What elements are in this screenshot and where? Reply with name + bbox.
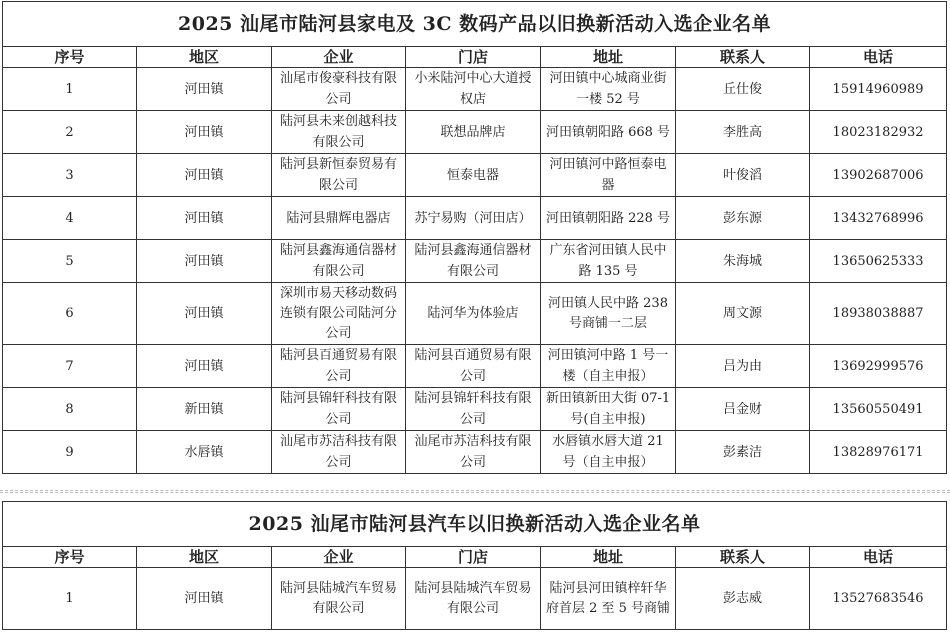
row-store: 陆河华为体验店 xyxy=(406,283,541,345)
row-company: 陆河县陆城汽车贸易有限公司 xyxy=(272,568,406,630)
table-row xyxy=(3,431,947,474)
row-contact: 李胜高 xyxy=(676,111,810,154)
row-phone: 13527683546 xyxy=(810,568,947,630)
row-company: 深圳市易天移动数码连锁有限公司陆河分公司 xyxy=(272,283,406,345)
appliance-enterprise-table xyxy=(2,1,947,474)
row-phone: 13692999576 xyxy=(810,345,947,388)
row-contact: 朱海城 xyxy=(676,240,810,283)
row-number: 2 xyxy=(3,111,137,154)
row-region: 河田镇 xyxy=(137,568,272,630)
row-contact: 彭素洁 xyxy=(676,431,810,474)
row-contact: 吕为由 xyxy=(676,345,810,388)
row-company: 陆河县新恒泰贸易有限公司 xyxy=(272,154,406,197)
header-company: 企业 xyxy=(272,47,406,68)
table-row xyxy=(3,154,947,197)
header-phone: 电话 xyxy=(810,547,947,568)
header-address: 地址 xyxy=(541,47,676,68)
row-address: 河田镇河中路 1 号一楼（自主申报） xyxy=(541,345,676,388)
row-number: 9 xyxy=(3,431,137,474)
header-no: 序号 xyxy=(3,47,137,68)
row-company: 陆河县百通贸易有限公司 xyxy=(272,345,406,388)
row-store: 恒泰电器 xyxy=(406,154,541,197)
row-number: 6 xyxy=(3,283,137,345)
row-store: 苏宁易购（河田店） xyxy=(406,197,541,240)
row-number: 3 xyxy=(3,154,137,197)
row-region: 河田镇 xyxy=(137,197,272,240)
row-region: 河田镇 xyxy=(137,154,272,197)
page-separator xyxy=(0,490,950,493)
row-phone: 13560550491 xyxy=(810,388,947,431)
row-store: 小米陆河中心大道授权店 xyxy=(406,68,541,111)
row-address: 水唇镇水唇大道 21 号（自主申报） xyxy=(541,431,676,474)
row-company: 陆河县锦轩科技有限公司 xyxy=(272,388,406,431)
row-address: 广东省河田镇人民中路 135 号 xyxy=(541,240,676,283)
table-row xyxy=(3,240,947,283)
row-contact: 丘仕俊 xyxy=(676,68,810,111)
header-region: 地区 xyxy=(137,547,272,568)
row-company: 陆河县鑫海通信器材有限公司 xyxy=(272,240,406,283)
row-region: 水唇镇 xyxy=(137,431,272,474)
header-address: 地址 xyxy=(541,547,676,568)
header-store: 门店 xyxy=(406,47,541,68)
row-address: 陆河县河田镇梓轩华府首层 2 至 5 号商铺 xyxy=(541,568,676,630)
header-phone: 电话 xyxy=(810,47,947,68)
row-number: 1 xyxy=(3,568,137,630)
table-row xyxy=(3,68,947,111)
row-address: 河田镇朝阳路 668 号 xyxy=(541,111,676,154)
header-store: 门店 xyxy=(406,547,541,568)
table-title: 2025 汕尾市陆河县汽车以旧换新活动入选企业名单 xyxy=(3,502,947,547)
table-title: 2025 汕尾市陆河县家电及 3C 数码产品以旧换新活动入选企业名单 xyxy=(3,2,947,47)
header-contact: 联系人 xyxy=(676,547,810,568)
row-phone: 13432768996 xyxy=(810,197,947,240)
header-region: 地区 xyxy=(137,47,272,68)
row-region: 河田镇 xyxy=(137,283,272,345)
table-row xyxy=(3,283,947,345)
row-number: 4 xyxy=(3,197,137,240)
table-row xyxy=(3,111,947,154)
row-company: 陆河县未来创越科技有限公司 xyxy=(272,111,406,154)
row-phone: 13902687006 xyxy=(810,154,947,197)
row-company: 汕尾市苏洁科技有限公司 xyxy=(272,431,406,474)
row-phone: 13650625333 xyxy=(810,240,947,283)
row-store: 陆河县百通贸易有限公司 xyxy=(406,345,541,388)
table-row xyxy=(3,197,947,240)
row-phone: 18938038887 xyxy=(810,283,947,345)
row-number: 5 xyxy=(3,240,137,283)
row-store: 汕尾市苏洁科技有限公司 xyxy=(406,431,541,474)
row-contact: 吕金财 xyxy=(676,388,810,431)
row-address: 河田镇河中路恒泰电器 xyxy=(541,154,676,197)
table-row xyxy=(3,388,947,431)
row-store: 陆河县鑫海通信器材有限公司 xyxy=(406,240,541,283)
row-number: 1 xyxy=(3,68,137,111)
row-contact: 彭东源 xyxy=(676,197,810,240)
row-region: 河田镇 xyxy=(137,111,272,154)
row-region: 河田镇 xyxy=(137,345,272,388)
row-number: 8 xyxy=(3,388,137,431)
row-phone: 15914960989 xyxy=(810,68,947,111)
row-region: 河田镇 xyxy=(137,68,272,111)
row-store: 联想品牌店 xyxy=(406,111,541,154)
row-address: 河田镇人民中路 238 号商铺一二层 xyxy=(541,283,676,345)
table-row xyxy=(3,568,947,630)
row-phone: 13828976171 xyxy=(810,431,947,474)
row-contact: 叶俊滔 xyxy=(676,154,810,197)
row-contact: 彭志威 xyxy=(676,568,810,630)
row-region: 河田镇 xyxy=(137,240,272,283)
row-address: 河田镇中心城商业街一楼 52 号 xyxy=(541,68,676,111)
row-address: 河田镇朝阳路 228 号 xyxy=(541,197,676,240)
row-phone: 18023182932 xyxy=(810,111,947,154)
row-company: 陆河县鼎辉电器店 xyxy=(272,197,406,240)
header-company: 企业 xyxy=(272,547,406,568)
row-contact: 周文源 xyxy=(676,283,810,345)
car-enterprise-table xyxy=(2,501,947,630)
row-company: 汕尾市俊豪科技有限公司 xyxy=(272,68,406,111)
row-store: 陆河县锦轩科技有限公司 xyxy=(406,388,541,431)
header-no: 序号 xyxy=(3,547,137,568)
row-store: 陆河县陆城汽车贸易有限公司 xyxy=(406,568,541,630)
row-region: 新田镇 xyxy=(137,388,272,431)
table-row xyxy=(3,345,947,388)
row-number: 7 xyxy=(3,345,137,388)
header-contact: 联系人 xyxy=(676,47,810,68)
row-address: 新田镇新田大街 07-1 号(自主申报) xyxy=(541,388,676,431)
